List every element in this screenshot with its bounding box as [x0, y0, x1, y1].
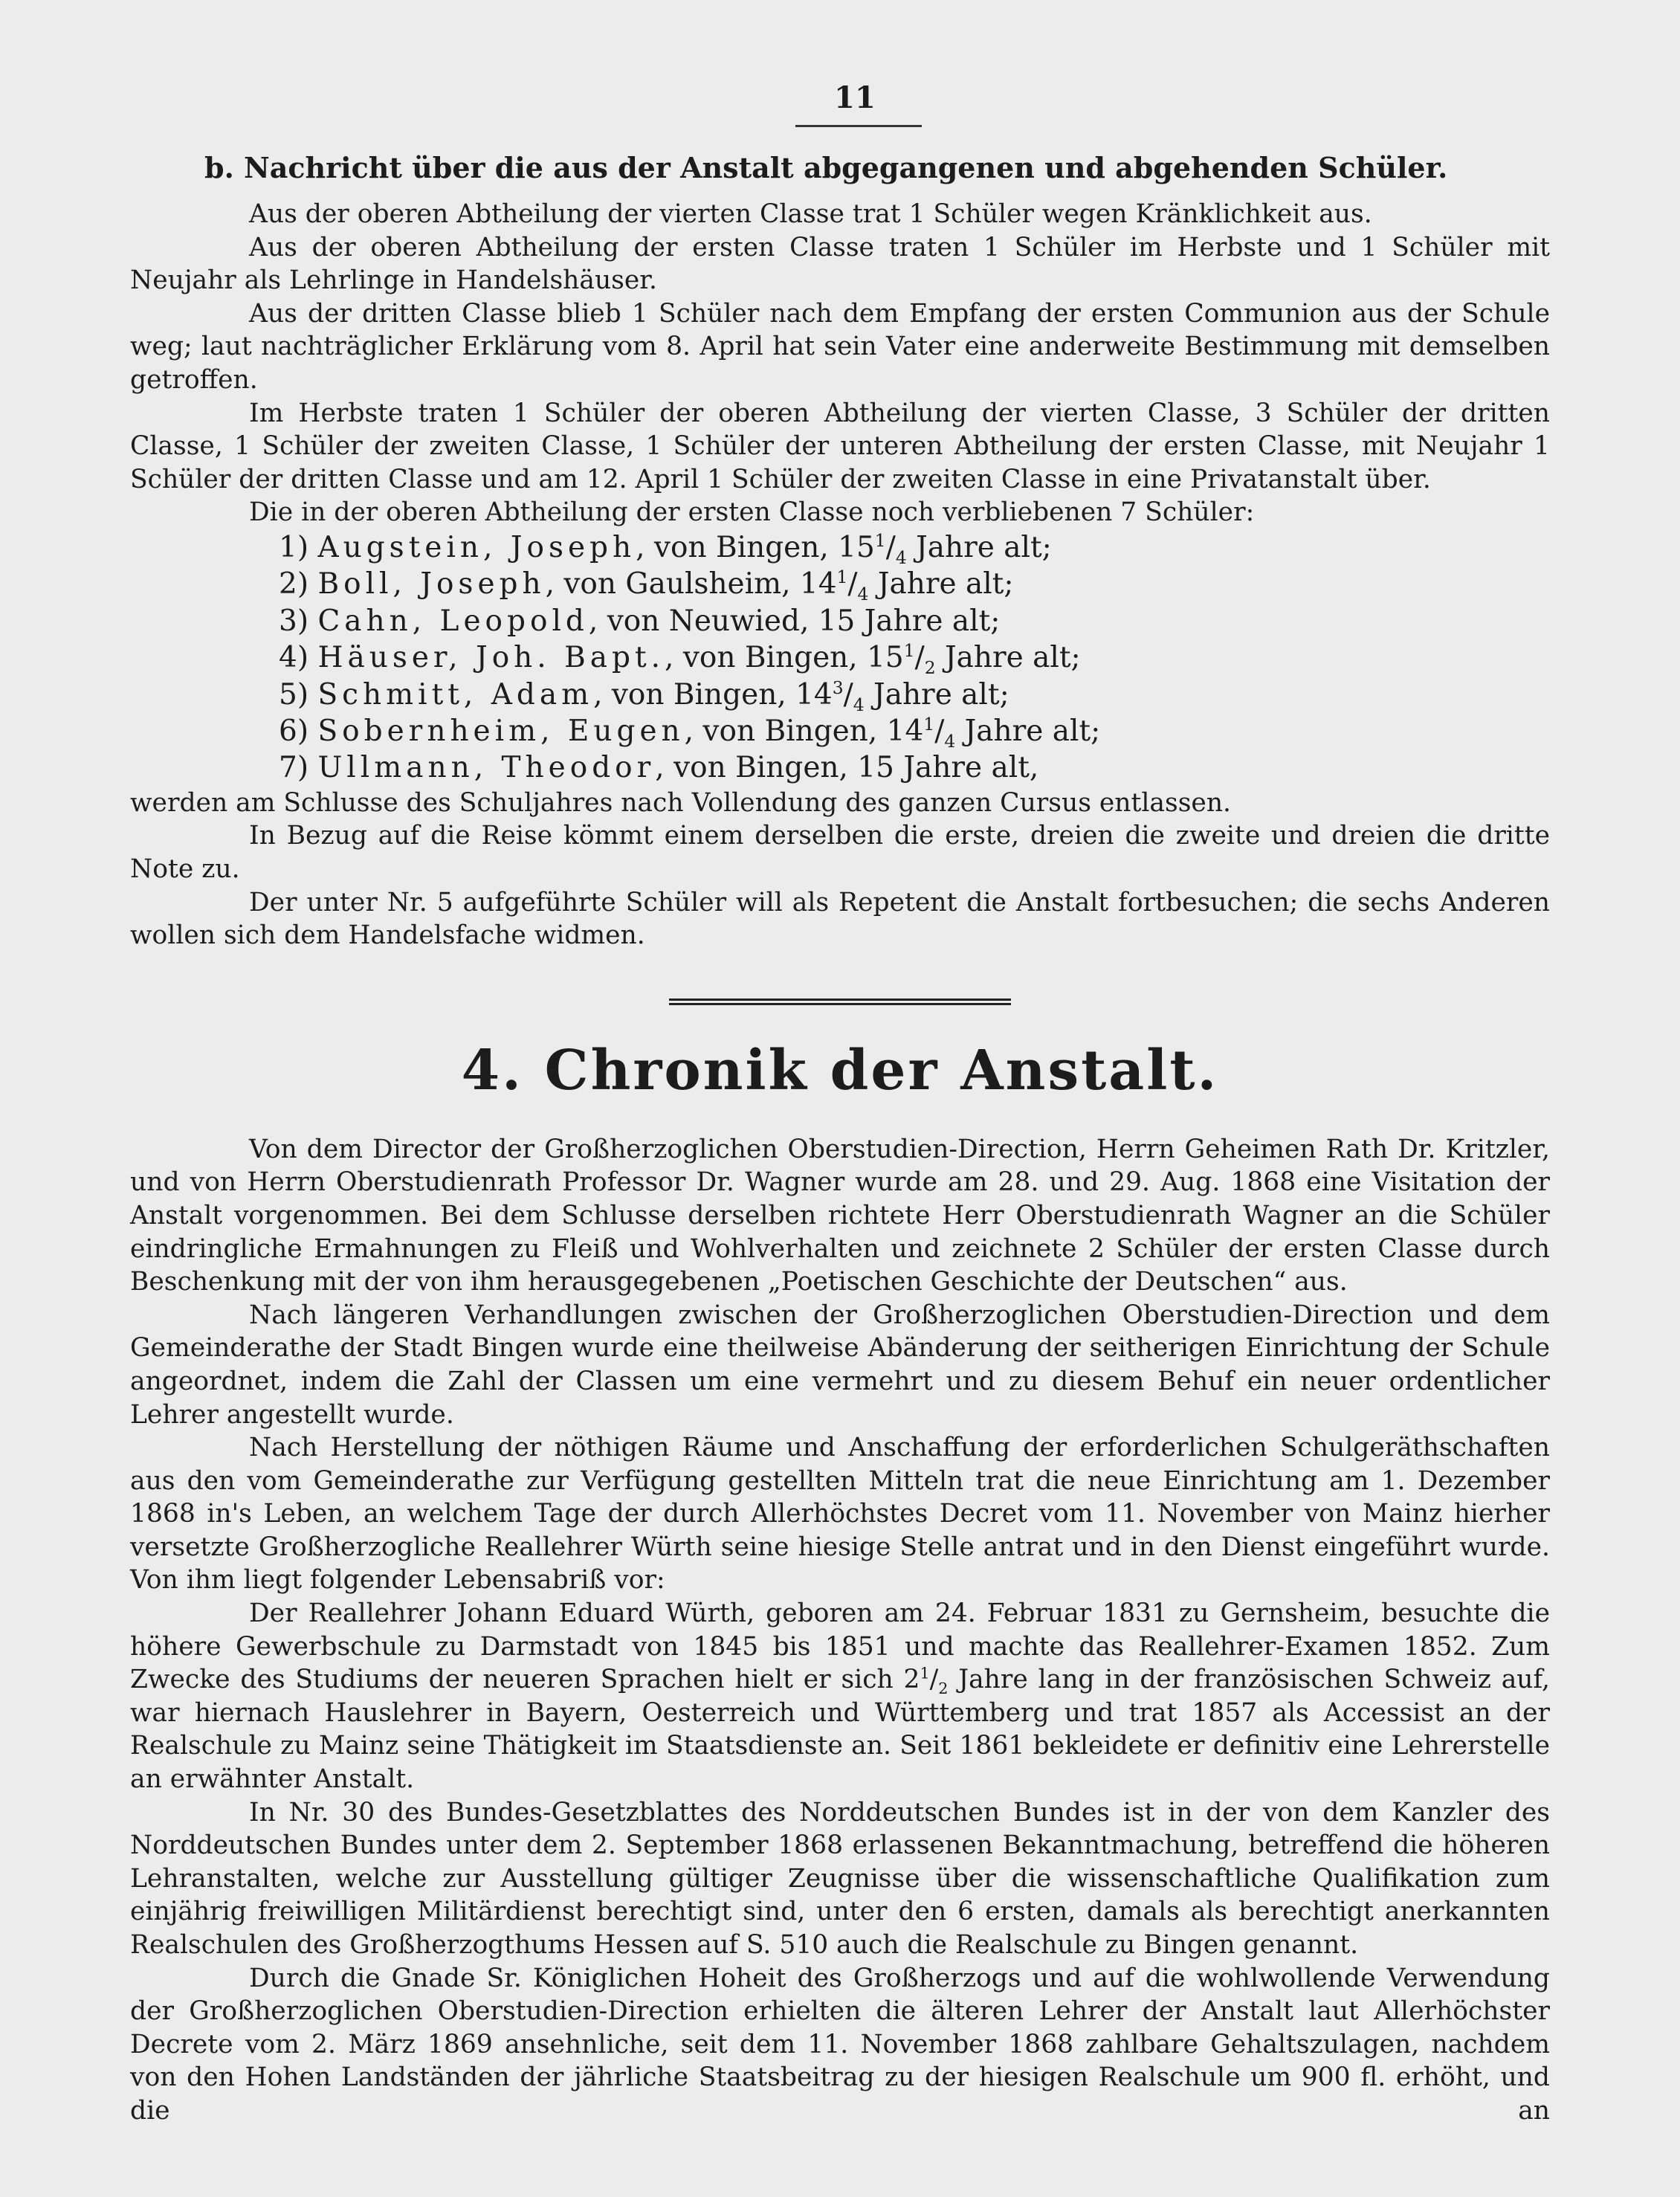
list-item: 6) Sobernheim, Eugen, von Bingen, $14^1/_4$ Jahre alt; [279, 713, 1101, 752]
page-body [130, 149, 1550, 2128]
page-number-rule [795, 125, 922, 127]
paragraph: In Nr. 30 des Bundes-Gesetzblattes des Norddeutschen Bundes ist in der von dem Kanzler des Norddeutschen Bundes unter dem 2. September 1868 erlassenen Bekanntmachung, betreffend die höheren Lehranstalten, welche zur Ausstellung gültiger Zeugnisse über die wissenschaftliche Qualifikation zum einjährig freiwilligen Militärdienst berechtigt sind, unter den 6 ersten, damals als berechtigt anerkannten Realschulen des Großherzogthums Hessen auf S. 510 auch die Realschule zu Bingen genannt. [130, 1797, 1550, 1960]
list-item: 4) Häuser, Joh. Bapt., von Bingen, $15^1/_2$ Jahre alt; [279, 640, 1081, 678]
student-name: Sobernheim, Eugen [317, 714, 685, 748]
student-name: Häuser, Joh. Bapt. [317, 641, 665, 675]
paragraph: Nach längeren Verhandlungen zwischen der Großherzoglichen Oberstudien-Direction und dem Gemeinderathe der Stadt Bingen wurde eine theilweise Abänderung der seitherigen Einrichtung der Schule angeordnet, indem die Zahl der Classen um eine vermehrt und zu diesem Behuf ein neuer ordentlicher Lehrer angestellt wurde. [130, 1300, 1550, 1430]
section-b-heading: b. Nachricht über die aus der Anstalt abgegangenen und abgehenden Schüler. [204, 151, 1448, 184]
paragraph: werden am Schlusse des Schuljahres nach Vollendung des ganzen Cursus entlassen. [130, 787, 1232, 818]
list-item: 5) Schmitt, Adam, von Bingen, $14^3/_4$ Jahre alt; [279, 677, 1009, 715]
paragraph: Aus der oberen Abtheilung der vierten Classe trat 1 Schüler wegen Kränklichkeit aus. [249, 199, 1372, 229]
paragraph: Nach Herstellung der nöthigen Räume und Anschaffung der erforderlichen Schulgeräthschaften aus den vom Gemeinderathe zur Verfügung gestellten Mitteln trat die neue Einrichtung am 1. Dezember 1868 in's Leben, an welchem Tage der durch Allerhöchstes Decret vom 11. November von Mainz hierher versetzte Großherzogliche Reallehrer Würth seine hiesige Stelle antrat und in den Dienst eingeführt wurde. Von ihm liegt folgender Lebensabriß vor: [130, 1433, 1550, 1596]
paragraph: Aus der dritten Classe blieb 1 Schüler nach dem Empfang der ersten Communion aus der Schule weg; laut nachträglicher Erklärung vom 8. April hat sein Vater eine anderweite Bestimmung mit demselben getroffen. [130, 298, 1550, 395]
paragraph: Durch die Gnade Sr. Königlichen Hoheit des Großherzogs und auf die wohlwollende Verwendung der Großherzoglichen Oberstudien-Direction erhielten die älteren Lehrer der Anstalt laut Allerhöchster Decrete vom 2. März 1869 ansehnliche, seit dem 11. November 1868 zahlbare Gehaltszulagen, nachdem von den Hohen Landständen der jährliche Staatsbeitrag zu der hiesigen Realschule um 900 fl. erhöht, und die an [130, 1963, 1550, 2126]
list-item: 1) Augstein, Joseph, von Bingen, $15^1/_4$ Jahre alt; [279, 529, 1052, 568]
section-divider [669, 999, 1011, 1005]
student-name: Cahn, Leopold [317, 604, 589, 638]
list-item: 2) Boll, Joseph, von Gaulsheim, $14^1/_4$ Jahre alt; [279, 567, 1014, 605]
student-name: Schmitt, Adam [317, 677, 594, 712]
paragraph: Im Herbste traten 1 Schüler der oberen Abtheilung der vierten Classe, 3 Schüler der dritten Classe, 1 Schüler der zweiten Classe, 1 Schüler der unteren Abtheilung der ersten Classe, mit Neujahr 1 Schüler der dritten Classe und am 12. April 1 Schüler der zweiten Classe in eine Privatanstalt über. [130, 398, 1550, 494]
student-name: Boll, Joseph [317, 567, 546, 601]
paragraph: Der Reallehrer Johann Eduard Würth, geboren am 24. Februar 1831 zu Gernsheim, besuchte die höhere Gewerbschule zu Darmstadt von 1845 bis 1851 und machte das Reallehrer-Examen 1852. Zum Zwecke des Studiums der neueren Sprachen hielt er sich $2^1/_2$ Jahre lang in der französischen Schweiz auf, war hiernach Hauslehrer in Bayern, Oesterreich und Württemberg und trat 1857 als Accessist an der Realschule zu Mainz seine Thätigkeit im Staatsdienste an. Seit 1861 bekleidete er definitiv eine Lehrerstelle an erwähnter Anstalt. [130, 1598, 1550, 1795]
section-4-heading: 4. Chronik der Anstalt. [461, 1038, 1219, 1103]
student-list [130, 529, 1550, 787]
list-item: 3) Cahn, Leopold, von Neuwied, 15 Jahre alt; [279, 604, 1001, 638]
paragraph: Aus der oberen Abtheilung der ersten Classe traten 1 Schüler im Herbste und 1 Schüler mit Neujahr als Lehrlinge in Handelshäuser. [130, 232, 1550, 296]
paragraph: Von dem Director der Großherzoglichen Oberstudien-Direction, Herrn Geheimen Rath Dr. Kritzler, und von Herrn Oberstudienrath Professor Dr. Wagner wurde am 28. und 29. Aug. 1868 eine Visitation der Anstalt vorgenommen. Bei dem Schlusse derselben richtete Herr Oberstudienrath Wagner an die Schüler eindringliche Ermahnungen zu Fleiß und Wohlverhalten und zeichnete 2 Schüler der ersten Classe durch Beschenkung mit der von ihm herausgegebenen „Poetischen Geschichte der Deutschen“ aus. [130, 1134, 1550, 1297]
paragraph: Der unter Nr. 5 aufgeführte Schüler will als Repetent die Anstalt fortbesuchen; die sechs Anderen wollen sich dem Handelsfache widmen. [130, 887, 1550, 951]
paragraph: In Bezug auf die Reise kömmt einem derselben die erste, dreien die zweite und dreien die dritte Note zu. [130, 821, 1550, 884]
student-name: Augstein, Joseph [317, 530, 636, 564]
list-item: 7) Ullmann, Theodor, von Bingen, 15 Jahre alt, [279, 751, 1039, 785]
page-number: 11 [834, 80, 876, 115]
paragraph: Die in der oberen Abtheilung der ersten Classe noch verbliebenen 7 Schüler: [249, 497, 1255, 528]
student-name: Ullmann, Theodor [317, 751, 656, 785]
